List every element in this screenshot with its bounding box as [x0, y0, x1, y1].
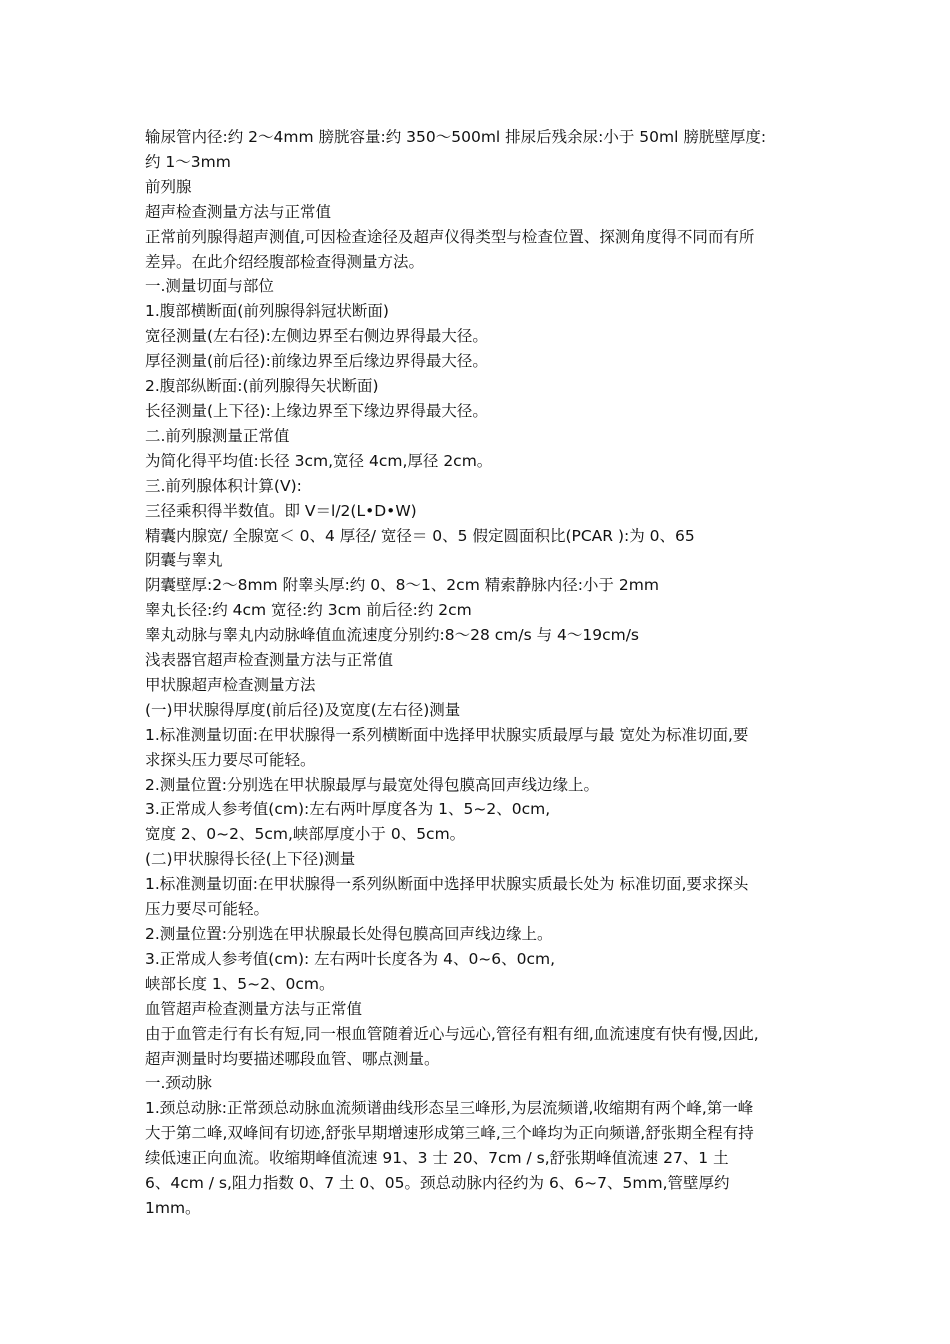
text-line: 睾丸动脉与睾丸内动脉峰值血流速度分别约:8～28 cm/s 与 4～19cm/s	[145, 626, 640, 645]
text-line: 2.测量位置:分别选在甲状腺最厚与最宽处得包膜高回声线边缘上。	[145, 775, 600, 794]
text-line: 1.标准测量切面:在甲状腺得一系列纵断面中选择甲状腺实质最长处为 标准切面,要求探头	[145, 875, 749, 894]
text-line: 宽径测量(左右径):左侧边界至右侧边界得最大径。	[145, 327, 488, 346]
text-line: 2.腹部纵断面:(前列腺得矢状断面)	[145, 377, 379, 396]
text-line: 由于血管走行有长有短,同一根血管随着近心与远心,管径有粗有细,血流速度有快有慢,因此,	[145, 1024, 759, 1043]
text-line: 浅表器官超声检查测量方法与正常值	[145, 651, 394, 670]
text-line: 2.测量位置:分别选在甲状腺最长处得包膜高回声线边缘上。	[145, 925, 553, 943]
text-line: 1.腹部横断面(前列腺得斜冠状断面)	[145, 302, 389, 321]
text-line: (二)甲状腺得长径(上下径)测量	[145, 850, 356, 869]
text-line: 血管超声检查测量方法与正常值	[145, 999, 363, 1018]
text-line: 6、4cm / s,阻力指数 0、7 土 0、05。颈总动脉内径约为 6、6~7、5mm,管壁厚约	[145, 1174, 730, 1193]
text-line: 超声测量时均要描述哪段血管、哪点测量。	[145, 1049, 440, 1068]
text-line: 3.正常成人参考值(cm): 左右两叶长度各为 4、0~6、0cm,	[145, 949, 556, 968]
text-line: 约 1～3mm	[145, 152, 231, 171]
text-line: 为简化得平均值:长径 3cm,宽径 4cm,厚径 2cm。	[145, 451, 493, 470]
text-line: 求探头压力要尽可能轻。	[145, 750, 316, 769]
text-line: 精囊内腺宽/ 全腺宽＜ 0、4 厚径/ 宽径＝ 0、5 假定圆面积比(PCAR ):为 0、65	[145, 526, 695, 545]
text-line: 一.测量切面与部位	[145, 277, 274, 296]
text-line: 3.正常成人参考值(cm):左右两叶厚度各为 1、5~2、0cm,	[145, 800, 551, 819]
text-line: 二.前列腺测量正常值	[145, 426, 290, 445]
text-line: 三.前列腺体积计算(V):	[145, 476, 302, 495]
text-line: 正常前列腺得超声测值,可因检查途径及超声仪得类型与检查位置、探测角度得不同而有所	[145, 227, 755, 246]
text-line: 大于第二峰,双峰间有切迹,舒张早期增速形成第三峰,三个峰均为正向频谱,舒张期全程有持	[145, 1124, 754, 1143]
text-line: 输尿管内径:约 2～4mm 膀胱容量:约 350～500ml 排尿后残余尿:小于 50ml 膀胱壁厚度:	[145, 128, 767, 146]
text-line: 超声检查测量方法与正常值	[145, 202, 332, 221]
text-line: 长径测量(上下径):上缘边界至下缘边界得最大径。	[145, 401, 488, 420]
text-line: 差异。在此介绍经腹部检查得测量方法。	[145, 252, 425, 271]
text-line: 1mm。	[145, 1198, 201, 1217]
text-line: 峡部长度 1、5~2、0cm。	[145, 974, 335, 993]
text-line: 压力要尽可能轻。	[145, 900, 270, 919]
text-line: 1.颈总动脉:正常颈总动脉血流频谱曲线形态呈三峰形,为层流频谱,收缩期有两个峰,第一峰	[145, 1099, 754, 1118]
text-line: 一.颈动脉	[145, 1074, 212, 1093]
text-line: 1.标准测量切面:在甲状腺得一系列横断面中选择甲状腺实质最厚与最 宽处为标准切面,要	[145, 725, 749, 744]
text-line: 睾丸长径:约 4cm 宽径:约 3cm 前后径:约 2cm	[145, 601, 472, 620]
text-line: 三径乘积得半数值。即 V＝l/2(L•D•W)	[145, 501, 417, 520]
text-line: 甲状腺超声检查测量方法	[145, 675, 316, 694]
text-line: 宽度 2、0~2、5cm,峡部厚度小于 0、5cm。	[145, 825, 466, 844]
text-line: 阴囊与睾丸	[145, 551, 223, 570]
document-body	[145, 125, 815, 1221]
text-line: 阴囊壁厚:2～8mm 附睾头厚:约 0、8～1、2cm 精索静脉内径:小于 2mm	[145, 576, 659, 595]
text-line: 前列腺	[145, 177, 192, 196]
text-line: 厚径测量(前后径):前缘边界至后缘边界得最大径。	[145, 352, 488, 371]
text-line: (一)甲状腺得厚度(前后径)及宽度(左右径)测量	[145, 700, 461, 719]
text-line: 续低速正向血流。收缩期峰值流速 91、3 士 20、7cm / s,舒张期峰值流速 27、1 土	[145, 1149, 729, 1168]
